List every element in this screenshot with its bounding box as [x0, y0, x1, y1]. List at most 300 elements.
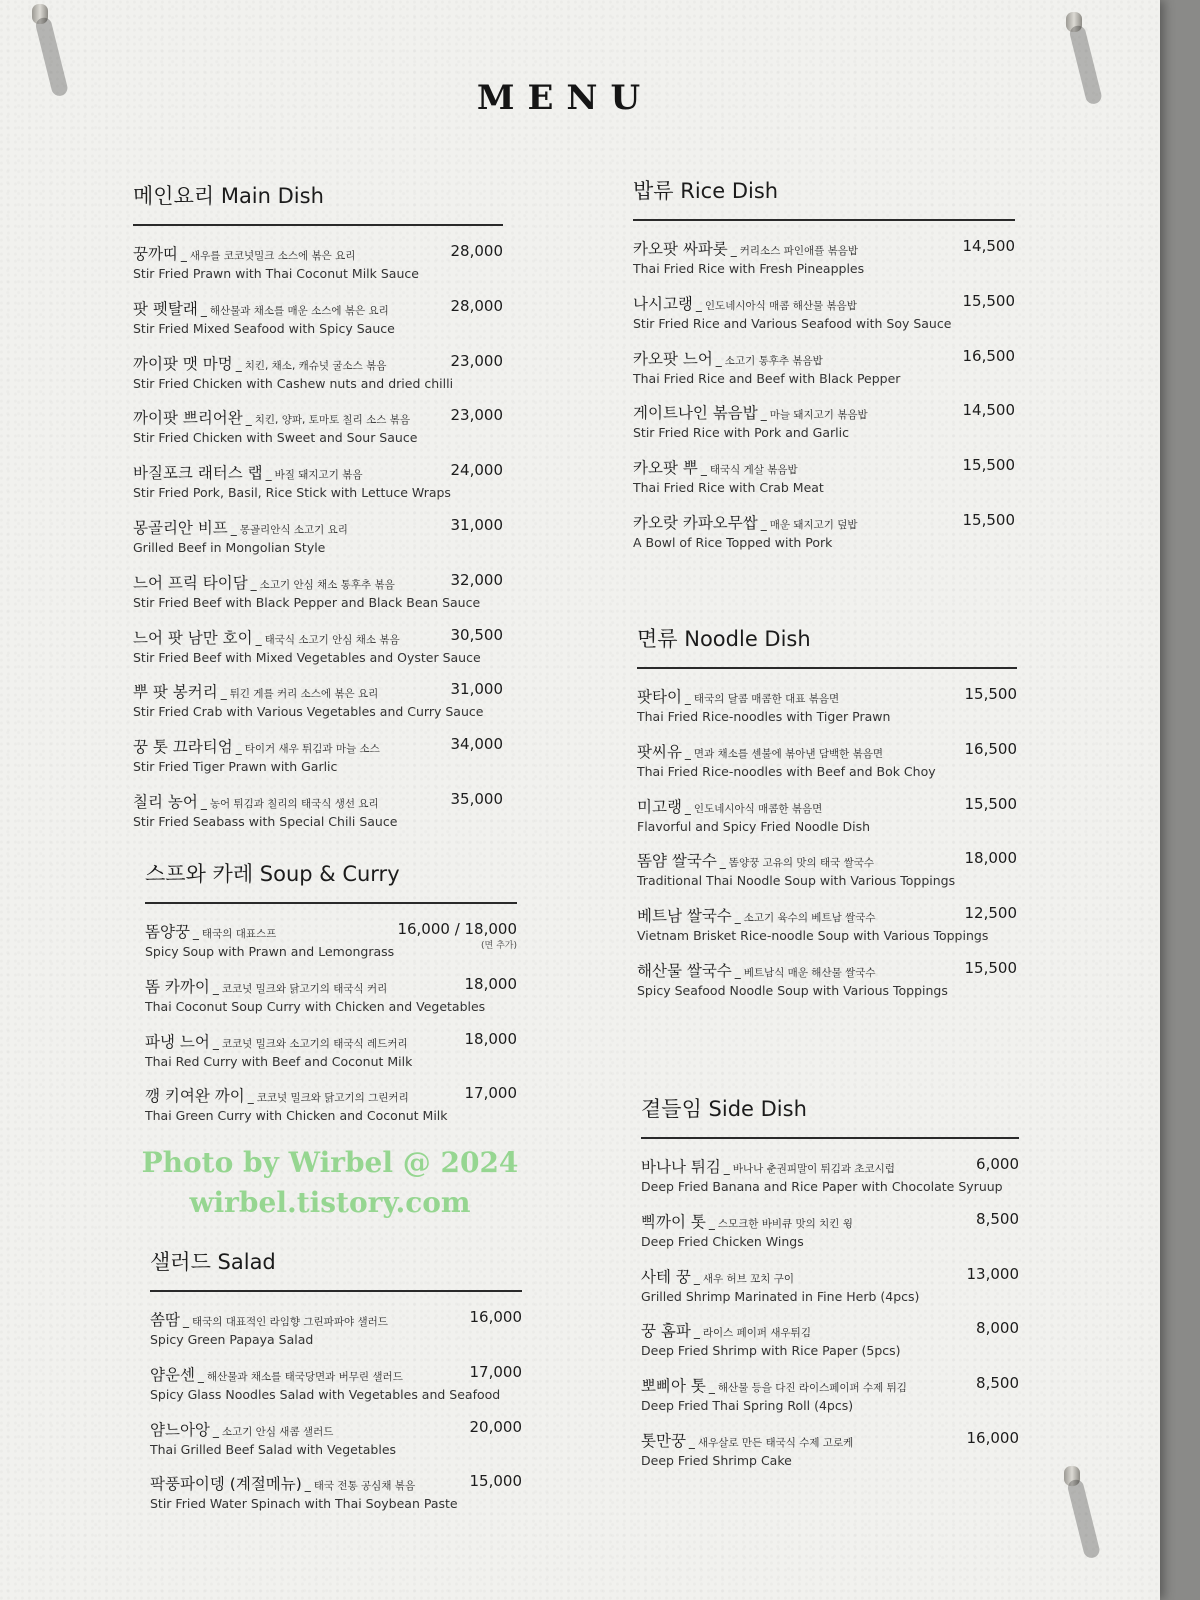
menu-item-korean-description: 바나나 춘권피말이 튀김과 초코시럽 — [732, 1163, 895, 1175]
menu-item-price — [451, 516, 504, 534]
menu-item-korean-description: 소고기 통후추 볶음밥 — [724, 354, 823, 367]
menu-item-title — [641, 1319, 1019, 1341]
menu-item-korean-name: 뽀삐아 톳 — [641, 1377, 706, 1396]
menu-item-price — [967, 1265, 1020, 1283]
menu-item-korean-name: 카오팟 느어 — [633, 349, 713, 368]
menu-item-english-name: Deep Fried Chicken Wings — [641, 1233, 804, 1249]
menu-item-korean-description: 치킨, 양파, 토마토 칠리 소스 볶음 — [254, 414, 410, 427]
menu-item — [633, 511, 1015, 566]
menu-item-korean-description: 태국의 대표스프 — [201, 928, 277, 940]
price-value: 14,500 — [962, 237, 1015, 255]
section-side-dish — [641, 1093, 1019, 1484]
menu-item — [150, 1418, 522, 1473]
menu-item-korean-description: 농어 튀김과 칠리의 태국식 생선 요리 — [209, 797, 379, 810]
menu-item-title — [633, 237, 1015, 259]
section-heading: 면류 Noodle Dish — [637, 623, 1017, 669]
menu-item-title — [133, 680, 503, 702]
menu-item-title — [145, 975, 517, 997]
price-value: 8,500 — [976, 1374, 1019, 1393]
menu-item-title — [633, 292, 1015, 314]
menu-item-title — [637, 740, 1017, 762]
price-value: 14,500 — [962, 401, 1015, 420]
menu-item — [150, 1363, 522, 1418]
menu-item-price — [976, 1374, 1019, 1392]
menu-item — [637, 685, 1017, 740]
menu-item-korean-name: 뿌 팟 봉커리 — [133, 683, 218, 702]
price-value: 16,500 — [964, 739, 1017, 758]
menu-item — [637, 740, 1017, 795]
menu-item-title — [133, 571, 503, 593]
price-value: 16,000 — [966, 1428, 1019, 1447]
menu-item-price — [470, 1418, 523, 1436]
menu-item — [641, 1265, 1019, 1320]
separator: _ — [255, 631, 262, 646]
separator: _ — [688, 1434, 695, 1449]
menu-item-price — [963, 347, 1016, 365]
menu-item — [641, 1155, 1019, 1210]
menu-item-korean-name: 까이팟 쁘리어완 — [133, 409, 243, 428]
separator: _ — [212, 980, 219, 995]
separator: _ — [700, 462, 707, 477]
menu-item-korean-description: 태국식 게살 볶음밥 — [709, 464, 798, 477]
separator: _ — [235, 357, 242, 372]
price-value: 17,000 — [464, 1084, 517, 1103]
menu-item-korean-description: 면과 채소를 센불에 볶아낸 담백한 볶음면 — [693, 747, 884, 760]
menu-item-title — [641, 1374, 1019, 1396]
menu-item-korean-description: 태국의 대표적인 라임향 그린파파야 샐러드 — [191, 1316, 388, 1328]
menu-item — [633, 347, 1015, 402]
menu-item-korean-name: 미고랭 — [637, 797, 682, 816]
menu-item-korean-name: 칠리 농어 — [133, 792, 198, 811]
menu-item-korean-description: 타이거 새우 튀김과 마늘 소스 — [244, 743, 380, 756]
menu-item-title — [637, 849, 1017, 871]
menu-item-english-name: Deep Fried Thai Spring Roll (4pcs) — [641, 1398, 854, 1414]
section-heading: 샐러드 Salad — [150, 1246, 522, 1292]
menu-item-price — [963, 401, 1016, 419]
separator: _ — [250, 576, 257, 591]
price-value: 31,000 — [450, 680, 503, 699]
menu-item — [133, 790, 503, 845]
menu-item-price — [451, 735, 504, 753]
section-heading: 메인요리 Main Dish — [133, 180, 503, 226]
menu-item-title — [133, 516, 503, 538]
separator: _ — [192, 926, 199, 940]
price-value: 28,000 — [450, 242, 503, 260]
price-value: 8,000 — [976, 1319, 1019, 1338]
menu-item-price — [397, 920, 517, 951]
menu-item-title — [633, 401, 1015, 423]
menu-item — [133, 242, 503, 297]
menu-item-korean-description: 새우살로 만든 태국식 수제 고로케 — [697, 1436, 854, 1449]
section-noodle-dish — [637, 623, 1017, 1014]
separator: _ — [684, 745, 691, 760]
menu-item-korean-name: 삑까이 톳 — [641, 1212, 706, 1231]
menu-item-title — [145, 1030, 517, 1052]
menu-item-korean-name: 게이트나인 볶음밥 — [633, 404, 758, 423]
menu-item-price — [963, 456, 1016, 474]
menu-item-english-name: Deep Fried Shrimp Cake — [641, 1452, 792, 1468]
pin-top-left-icon — [32, 4, 48, 24]
menu-item — [150, 1308, 522, 1363]
menu-item-title — [145, 1084, 517, 1106]
menu-item-price — [976, 1210, 1019, 1228]
separator: _ — [182, 1314, 189, 1328]
menu-item-price — [465, 1030, 518, 1048]
menu-item — [145, 920, 517, 975]
menu-item-title — [641, 1265, 1019, 1287]
separator: _ — [265, 467, 272, 482]
price-value: 23,000 — [450, 351, 503, 370]
menu-item-korean-name: 꿍 톳 끄라티엄 — [133, 738, 233, 757]
menu-item-korean-description: 코코넛 밀크와 닭고기의 그린커리 — [256, 1092, 409, 1105]
menu-item-price — [451, 406, 504, 424]
menu-item-title — [633, 347, 1015, 369]
menu-item-korean-name: 꿍 홈파 — [641, 1322, 691, 1341]
menu-item-title — [150, 1363, 522, 1385]
price-value: 34,000 — [450, 735, 503, 754]
menu-item-korean-name: 팟타이 — [637, 688, 682, 706]
separator: _ — [245, 412, 252, 427]
price-value: 13,000 — [966, 1264, 1019, 1283]
menu-item-korean-description: 새우 허브 꼬치 구이 — [702, 1272, 795, 1285]
menu-item — [133, 406, 503, 461]
menu-item-korean-name: 카오랏 카파오무쌉 — [633, 513, 758, 532]
menu-item-korean-description: 매운 돼지고기 덮밥 — [769, 518, 858, 531]
menu-item-price — [967, 1429, 1020, 1447]
price-value: 35,000 — [450, 789, 503, 808]
menu-item-english-name: Spicy Green Papaya Salad — [150, 1332, 314, 1347]
price-value: 12,500 — [964, 904, 1017, 923]
menu-title: MENU — [476, 78, 654, 118]
separator: _ — [684, 691, 691, 705]
separator: _ — [304, 1478, 311, 1493]
menu-item-english-name: Vietnam Brisket Rice-noodle Soup with Various Toppings — [637, 928, 989, 944]
price-value: 16,000 / 18,000 — [397, 920, 517, 938]
menu-item-english-name: Thai Fried Rice-noodles with Tiger Prawn — [637, 709, 891, 724]
menu-item-english-name: Stir Fried Beef with Black Pepper and Black Bean Sauce — [133, 594, 481, 610]
menu-item-title — [150, 1472, 522, 1494]
menu-item — [637, 959, 1017, 1014]
menu-item — [633, 292, 1015, 347]
menu-item — [641, 1319, 1019, 1374]
separator: _ — [695, 297, 702, 312]
menu-item-korean-description: 마늘 돼지고기 볶음밥 — [769, 409, 868, 422]
menu-item-korean-name: 카오팟 뿌 — [633, 459, 698, 478]
menu-item-title — [637, 959, 1017, 981]
menu-item-price — [465, 975, 518, 993]
menu-item-korean-description: 바질 돼지고기 볶음 — [274, 469, 363, 482]
menu-item — [133, 297, 503, 352]
menu-item-title — [637, 904, 1017, 926]
menu-item-title — [641, 1210, 1019, 1232]
separator: _ — [247, 1090, 254, 1105]
menu-item — [641, 1210, 1019, 1265]
menu-item-english-name: Stir Fried Chicken with Cashew nuts and dried chilli — [133, 375, 454, 391]
menu-item-english-name: Grilled Shrimp Marinated in Fine Herb (4pcs) — [641, 1288, 920, 1304]
menu-item-title — [641, 1155, 1019, 1177]
menu-item-korean-name: 사테 꿍 — [641, 1267, 691, 1286]
menu-item-korean-description: 소고기 육수의 베트남 쌀국수 — [743, 912, 876, 925]
price-value: 15,500 — [964, 685, 1017, 703]
menu-item-english-name: Thai Grilled Beef Salad with Vegetables — [150, 1441, 397, 1457]
menu-item-english-name: Grilled Beef in Mongolian Style — [133, 539, 326, 555]
separator: _ — [723, 1161, 730, 1175]
menu-item-english-name: Thai Fried Rice with Fresh Pineapples — [633, 261, 865, 276]
price-value: 15,500 — [962, 510, 1015, 529]
menu-item-english-name: Stir Fried Pork, Basil, Rice Stick with Lettuce Wraps — [133, 485, 451, 501]
menu-item-title — [133, 242, 503, 264]
menu-item-price — [451, 297, 504, 315]
menu-item-korean-description: 튀긴 게를 커리 소스에 볶은 요리 — [229, 688, 379, 701]
menu-item-title — [133, 461, 503, 483]
menu-item-price — [470, 1308, 523, 1326]
menu-item-price — [451, 790, 504, 808]
menu-item-title — [641, 1429, 1019, 1451]
separator: _ — [708, 1380, 715, 1395]
menu-item-korean-description: 치킨, 채소, 캐슈넛 굴소스 볶음 — [244, 359, 387, 372]
menu-item-korean-description: 새우를 코코넛밀크 소스에 볶은 요리 — [189, 250, 356, 262]
menu-item — [133, 680, 503, 735]
menu-item-price — [963, 511, 1016, 529]
menu-item-title — [637, 685, 1017, 707]
menu-item-english-name: Stir Fried Prawn with Thai Coconut Milk Sauce — [133, 266, 419, 281]
price-value: 28,000 — [450, 296, 503, 315]
menu-item-price — [976, 1155, 1019, 1173]
menu-item-title — [133, 735, 503, 757]
menu-item-price — [965, 740, 1018, 758]
menu-item-price — [451, 571, 504, 589]
separator: _ — [235, 741, 242, 756]
price-value: 15,500 — [962, 291, 1015, 310]
menu-item-price — [965, 795, 1018, 813]
menu-item-korean-name: 톳만꿍 — [641, 1431, 686, 1450]
menu-item-korean-name: 바질포크 래터스 랩 — [133, 464, 263, 483]
menu-item-korean-name: 카오팟 싸파롯 — [633, 240, 728, 258]
section-heading: 스프와 카레 Soup & Curry — [145, 858, 517, 904]
menu-item — [133, 352, 503, 407]
menu-item-english-name: Stir Fried Beef with Mixed Vegetables and Oyster Sauce — [133, 649, 481, 665]
menu-item — [637, 795, 1017, 850]
menu-item-korean-name: 얌느아앙 — [150, 1420, 210, 1439]
menu-item-english-name: Spicy Glass Noodles Salad with Vegetables and Seafood — [150, 1386, 501, 1402]
menu-item-price — [965, 959, 1018, 977]
menu-item-price — [465, 1084, 518, 1102]
menu-item-title — [133, 352, 503, 374]
menu-item-korean-name: 느어 팟 남만 호이 — [133, 628, 253, 647]
menu-item-korean-description: 인도네시아식 매콤한 볶음면 — [693, 802, 823, 815]
menu-item-korean-name: 깽 키여완 까이 — [145, 1087, 245, 1106]
menu-item-korean-description: 소고기 안심 채소 통후추 볶음 — [259, 578, 395, 591]
menu-item-price — [965, 685, 1018, 703]
menu-item-korean-name: 똠얌 쌀국수 — [637, 852, 717, 871]
menu-item — [641, 1429, 1019, 1484]
menu-item-korean-name: 해산물 쌀국수 — [637, 961, 732, 980]
separator: _ — [708, 1215, 715, 1230]
price-value: 18,000 — [464, 974, 517, 993]
menu-item-korean-description: 베트남식 매운 해산물 쌀국수 — [743, 966, 876, 979]
watermark — [130, 1143, 530, 1223]
menu-item-korean-description: 소고기 안심 새콤 샐러드 — [221, 1425, 334, 1438]
price-value: 18,000 — [964, 849, 1017, 868]
section-main-dish — [133, 180, 503, 845]
menu-item-korean-description: 커리소스 파인애플 볶음밥 — [739, 245, 859, 257]
price-value: 30,500 — [450, 625, 503, 644]
menu-item — [641, 1374, 1019, 1429]
price-value: 15,000 — [469, 1472, 522, 1491]
price-value: 31,000 — [450, 515, 503, 534]
separator: _ — [730, 243, 737, 257]
menu-item — [150, 1472, 522, 1527]
menu-item-korean-name: 나시고랭 — [633, 294, 693, 313]
menu-item-english-name: Thai Green Curry with Chicken and Coconut Milk — [145, 1108, 448, 1124]
separator: _ — [212, 1035, 219, 1050]
price-value: 24,000 — [450, 461, 503, 480]
separator: _ — [200, 795, 207, 810]
menu-item — [637, 904, 1017, 959]
menu-item-korean-description: 해산물 등을 다진 라이스페이퍼 수제 튀김 — [717, 1382, 907, 1395]
menu-item-korean-name: 얌운센 — [150, 1365, 195, 1384]
price-value: 23,000 — [450, 406, 503, 425]
menu-item-english-name: Flavorful and Spicy Fried Noodle Dish — [637, 818, 871, 834]
menu-item-korean-name: 쏨땀 — [150, 1311, 180, 1329]
menu-item-price — [451, 242, 504, 260]
price-value: 16,000 — [469, 1308, 522, 1326]
menu-item-price — [451, 352, 504, 370]
menu-item — [633, 456, 1015, 511]
menu-item-korean-description: 해산물과 채소를 태국당면과 버무린 샐러드 — [206, 1370, 403, 1383]
price-value: 32,000 — [450, 570, 503, 589]
menu-item-title — [133, 406, 503, 428]
menu-item-english-name: Deep Fried Shrimp with Rice Paper (5pcs) — [641, 1343, 901, 1359]
menu-item — [133, 626, 503, 681]
menu-item-english-name: Thai Fried Rice and Beef with Black Pepper — [633, 370, 901, 386]
menu-item-korean-name: 바나나 튀김 — [641, 1158, 721, 1176]
separator: _ — [220, 686, 227, 701]
menu-item-title — [150, 1418, 522, 1440]
menu-item-english-name: Thai Coconut Soup Curry with Chicken and Vegetables — [145, 998, 486, 1014]
menu-item — [633, 237, 1015, 292]
price-value: 8,500 — [976, 1209, 1019, 1228]
pin-bottom-right-icon — [1064, 1466, 1080, 1486]
menu-item-korean-description: 인도네시아식 매콤 해산물 볶음밥 — [704, 299, 857, 312]
menu-item-english-name: Stir Fried Rice and Various Seafood with Soy Sauce — [633, 315, 952, 331]
menu-item-price — [976, 1319, 1019, 1337]
price-value: 18,000 — [464, 1029, 517, 1048]
menu-item-title — [133, 297, 503, 319]
separator: _ — [719, 855, 726, 870]
menu-item-korean-description: 코코넛 밀크와 닭고기의 태국식 커리 — [221, 982, 388, 995]
menu-item-korean-name: 똠양꿍 — [145, 923, 190, 941]
menu-item — [133, 461, 503, 516]
menu-item-english-name: Stir Fried Rice with Pork and Garlic — [633, 425, 849, 441]
menu-item-korean-description: 해산물과 채소를 매운 소스에 볶은 요리 — [209, 304, 389, 317]
menu-item-title — [133, 790, 503, 812]
menu-item-english-name: Traditional Thai Noodle Soup with Various Toppings — [637, 873, 956, 889]
menu-item-korean-description: 라이스 페이퍼 새우튀김 — [702, 1327, 811, 1340]
menu-item-english-name: Stir Fried Water Spinach with Thai Soybean Paste — [150, 1496, 458, 1512]
price-value: 15,500 — [964, 958, 1017, 977]
separator: _ — [200, 302, 207, 317]
menu-item-korean-description: 태국식 소고기 안심 채소 볶음 — [264, 633, 400, 646]
price-value: 15,500 — [962, 456, 1015, 475]
section-heading: 밥류 Rice Dish — [633, 175, 1015, 221]
menu-item-title — [633, 511, 1015, 533]
menu-item-english-name: A Bowl of Rice Topped with Pork — [633, 534, 833, 550]
menu-item-price — [451, 461, 504, 479]
menu-item-korean-description: 스모크한 바비큐 맛의 치킨 윙 — [717, 1217, 853, 1230]
menu-item-korean-name: 똠 카까이 — [145, 977, 210, 996]
menu-item-price — [470, 1363, 523, 1381]
menu-item-korean-name: 팟 펫탈래 — [133, 299, 198, 318]
section-salad — [150, 1246, 522, 1527]
menu-item-english-name: Thai Fried Rice-noodles with Beef and Bok Choy — [637, 763, 936, 779]
separator: _ — [684, 800, 691, 815]
menu-item-korean-description: 태국의 달콤 매콤한 대표 볶음면 — [693, 693, 840, 705]
menu-item-title — [133, 626, 503, 648]
separator: _ — [197, 1368, 204, 1383]
menu-item-english-name: Stir Fried Crab with Various Vegetables and Curry Sauce — [133, 704, 484, 720]
menu-item-korean-name: 꿍까띠 — [133, 245, 178, 263]
menu-item — [633, 401, 1015, 456]
price-value: 16,500 — [962, 346, 1015, 365]
menu-item-korean-name: 팍풍파이뎅 (계절메뉴) — [150, 1475, 302, 1494]
menu-item — [133, 516, 503, 571]
separator: _ — [715, 352, 722, 367]
menu-item-price — [451, 626, 504, 644]
menu-item-price — [963, 292, 1016, 310]
menu-item — [145, 1084, 517, 1139]
menu-item-english-name: Stir Fried Chicken with Sweet and Sour Sauce — [133, 430, 418, 446]
separator: _ — [734, 910, 741, 925]
watermark-line-2: wirbel.tistory.com — [189, 1186, 471, 1219]
menu-item-english-name: Stir Fried Mixed Seafood with Spicy Sauce — [133, 320, 395, 336]
menu-item-title — [637, 795, 1017, 817]
menu-item-english-name: Spicy Soup with Prawn and Lemongrass — [145, 944, 395, 959]
menu-item-english-name: Stir Fried Seabass with Special Chili Sauce — [133, 813, 398, 829]
menu-item — [145, 1030, 517, 1085]
menu-item-korean-description: 똠양꿍 고유의 맛의 태국 쌀국수 — [728, 857, 875, 870]
section-rice-dish — [633, 175, 1015, 566]
separator: _ — [180, 248, 187, 262]
menu-item-korean-name: 파냉 느어 — [145, 1032, 210, 1051]
section-soup-curry — [145, 858, 517, 1139]
menu-item-korean-name: 까이팟 맷 마멍 — [133, 354, 233, 373]
price-note: (면 추가) — [481, 941, 517, 951]
menu-item-korean-name: 팟씨유 — [637, 742, 682, 761]
pin-top-right-icon — [1066, 12, 1082, 32]
menu-item-price — [965, 904, 1018, 922]
menu-item-korean-description: 태국 전통 공심채 볶음 — [313, 1480, 416, 1493]
price-value: 20,000 — [469, 1417, 522, 1436]
separator: _ — [760, 407, 767, 422]
menu-item-korean-name: 베트남 쌀국수 — [637, 907, 732, 926]
menu-item-korean-name: 느어 프릭 타이담 — [133, 573, 248, 592]
price-value: 6,000 — [976, 1155, 1019, 1173]
menu-item-english-name: Spicy Seafood Noodle Soup with Various Toppings — [637, 982, 948, 998]
menu-item-korean-description: 코코넛 밀크와 소고기의 태국식 레드커리 — [221, 1037, 408, 1050]
menu-item — [133, 571, 503, 626]
menu-item — [145, 975, 517, 1030]
separator: _ — [212, 1423, 219, 1438]
menu-item — [133, 735, 503, 790]
menu-item-korean-description: 몽골리안식 소고기 요리 — [239, 523, 348, 536]
menu-item-price — [965, 849, 1018, 867]
menu-item-english-name: Deep Fried Banana and Rice Paper with Chocolate Syruup — [641, 1179, 1003, 1194]
menu-item-price — [451, 680, 504, 698]
menu-item — [637, 849, 1017, 904]
menu-item-price — [470, 1472, 523, 1490]
price-value: 15,500 — [964, 794, 1017, 813]
